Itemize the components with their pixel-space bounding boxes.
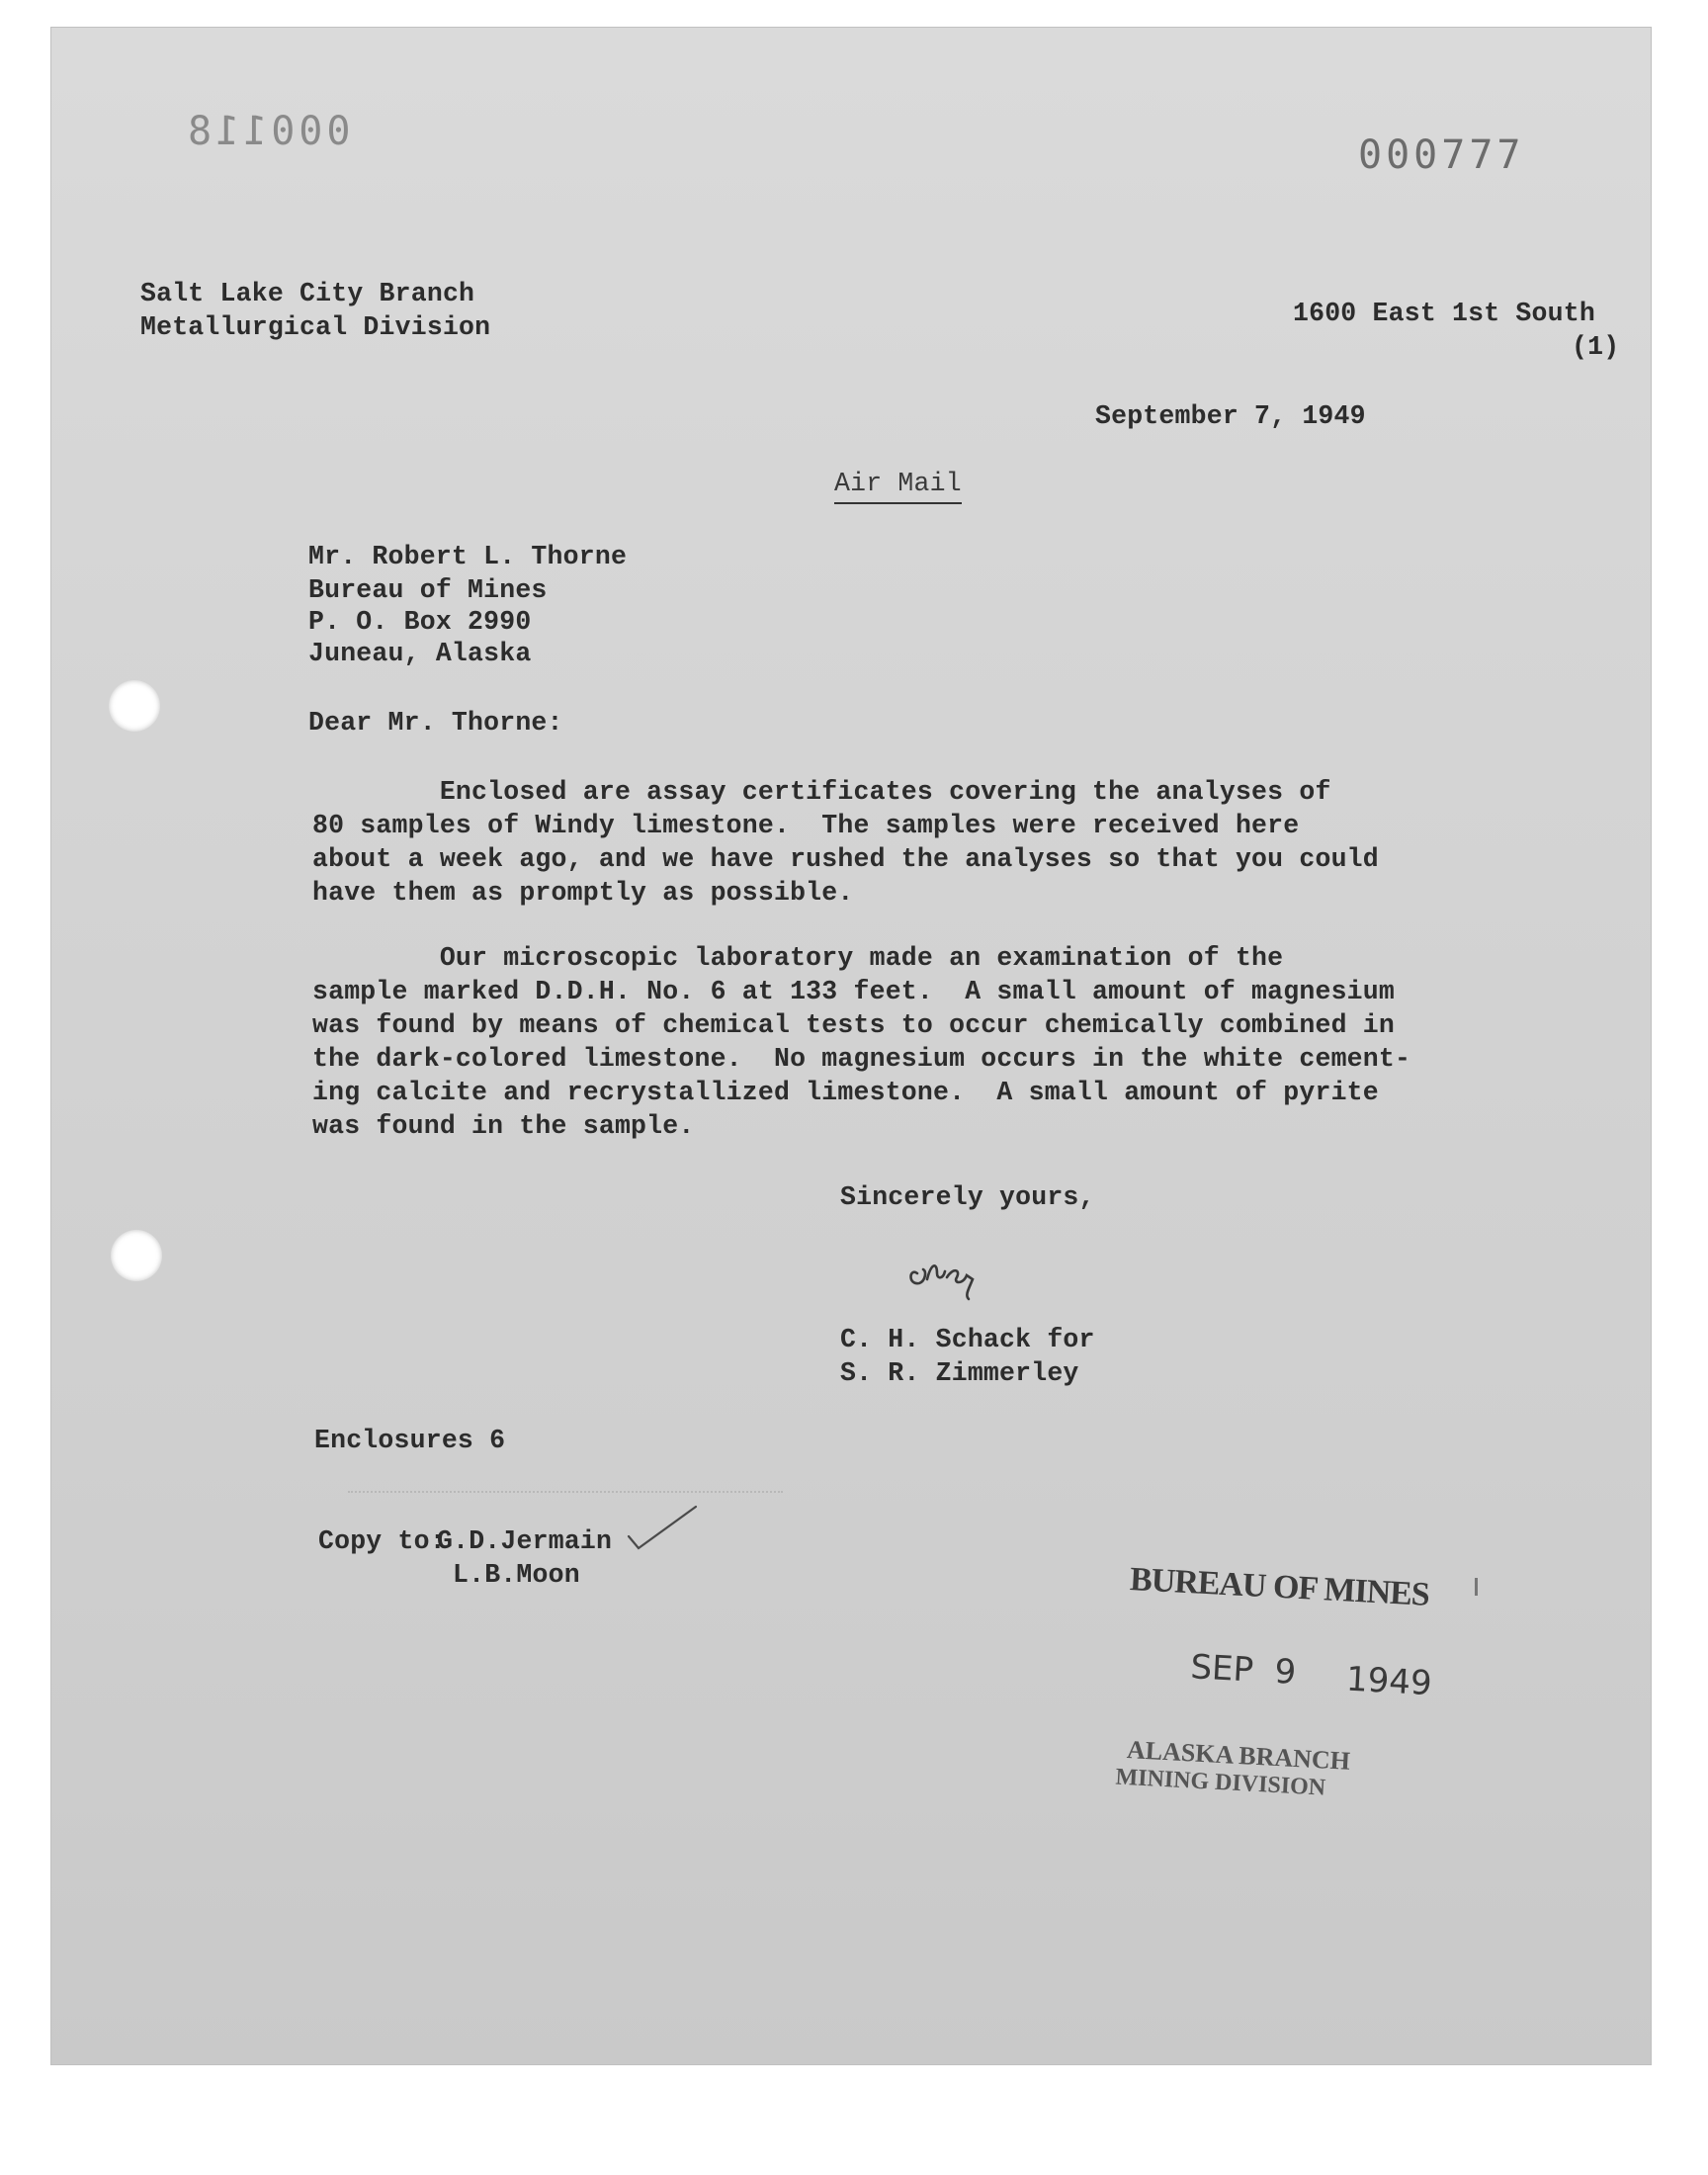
enclosures: Enclosures 6 (314, 1426, 506, 1455)
letter-date: September 7, 1949 (1095, 401, 1366, 431)
recipient-city: Juneau, Alaska (308, 639, 532, 668)
copy-to-second: L.B.Moon (453, 1560, 580, 1590)
stamp-division: MINING DIVISION (1114, 1764, 1326, 1801)
salutation: Dear Mr. Thorne: (308, 708, 563, 738)
margin-mark (1475, 1578, 1478, 1596)
stamp-branch: ALASKA BRANCH (1126, 1735, 1351, 1776)
stamp-year: 1949 (1345, 1659, 1433, 1704)
received-stamp (1111, 1561, 1482, 1875)
letterhead-branch: Salt Lake City Branch (140, 279, 475, 308)
body-line: have them as promptly as possible. (312, 878, 854, 908)
punch-hole-top (109, 680, 160, 732)
closing: Sincerely yours, (840, 1182, 1095, 1212)
handwritten-initials-icon (903, 1250, 992, 1305)
letterhead-address: 1600 East 1st South (1293, 299, 1595, 328)
page-marker: (1) (1572, 332, 1620, 362)
archive-number-mirrored: 000118 (184, 109, 351, 154)
delivery-method: Air Mail (834, 467, 962, 504)
recipient-name: Mr. Robert L. Thorne (308, 542, 628, 571)
body-line: was found in the sample. (312, 1111, 695, 1141)
signer-line-2: S. R. Zimmerley (840, 1358, 1079, 1388)
punch-hole-bottom (111, 1230, 162, 1281)
letter-page (51, 28, 1651, 2064)
recipient-org: Bureau of Mines (308, 575, 548, 605)
letterhead-division: Metallurgical Division (140, 312, 491, 342)
body-line: Enclosed are assay certificates covering the analyses of (312, 777, 1331, 807)
signer-line-1: C. H. Schack for (840, 1325, 1095, 1354)
body-line: 80 samples of Windy limestone. The samples were received here (312, 811, 1300, 840)
copy-to-first: G.D.Jermain (437, 1526, 613, 1556)
stamp-org: BUREAU OF MINES (1129, 1560, 1430, 1613)
stamp-month-day: SEP 9 (1189, 1647, 1298, 1693)
body-line: sample marked D.D.H. No. 6 at 133 feet. A small amount of magnesium (312, 977, 1395, 1006)
faint-rule (348, 1491, 783, 1493)
copy-to-label: Copy to: (318, 1526, 446, 1556)
body-line: was found by means of chemical tests to occur chemically combined in (312, 1010, 1395, 1040)
body-line: the dark-colored limestone. No magnesium occurs in the white cement- (312, 1044, 1411, 1074)
body-line: about a week ago, and we have rushed the analyses so that you could (312, 844, 1379, 874)
body-line: Our microscopic laboratory made an examination of the (312, 943, 1284, 973)
checkmark-icon (625, 1501, 704, 1556)
recipient-box: P. O. Box 2990 (308, 607, 532, 637)
body-line: ing calcite and recrystallized limestone. A small amount of pyrite (312, 1078, 1379, 1107)
archive-number: 000777 (1358, 132, 1525, 178)
